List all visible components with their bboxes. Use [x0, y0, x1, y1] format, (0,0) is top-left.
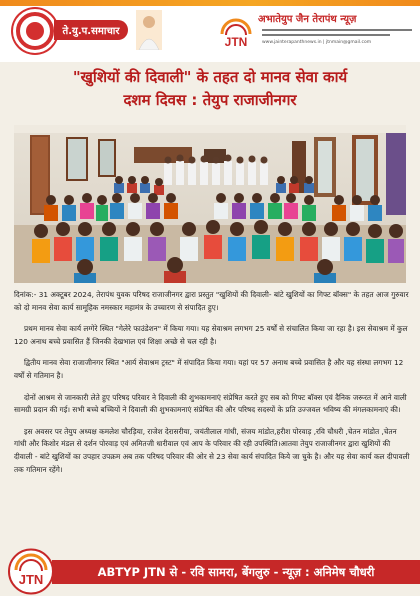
jtn-logo — [214, 18, 258, 48]
article-paragraph-2: प्रथम मानव सेवा कार्य लग्गेरे स्थित "गेलेरे फाउंडेशन" में किया गया। यह सेवाश्रम लगभग 25 वर्षों से संचालित किया जा रहा है। इस सेवाश्रम में कुल 120 अनाथ बच्चे प्रवासित हैं जिनकी देखभाल एवं शिक्षा अच्छे से चल रही है। — [14, 324, 408, 346]
sub-label: ते.यु.प.समाचार — [54, 20, 128, 40]
footer — [0, 547, 420, 596]
svg-text:JTN: JTN — [18, 572, 44, 587]
footer-credit: ABTYP JTN से - रवि सामरा, बेंगलुरु - न्यूज़ : अनिमेष चौधरी — [52, 560, 420, 584]
header-strip — [0, 0, 420, 6]
group-photo — [14, 125, 406, 283]
article-paragraph-5: इस अवसर पर तेयुप अध्यक्ष कमलेश चौरड़िया, राजेश देरासरीया, जयंतीलाल गांधी, संजय मांडोत,हरीश पोरवाड़ ,रवि चौधरी ,चेतन मांडोत ,चेतन गांधी और किशोर मंडल से दर्शन पोरवाड़ एवं अमितजी धारीवाल एवं आप के परिवार की रही उपस्थिति।आतवा तेयुप राजाजीनगर द्वारा खुशियों की दीवाली - बांटे खुशियों का उपहार उपक्रम अब तक परिषद परिवार की ओर से 23 सेवा कार्य संपादित किये जा चुके है। और यह सेवा कार्य कल दीपावली तक गतिमान रहेंगे। — [14, 426, 410, 474]
headline-line-2: दशम दिवस : तेयुप राजाजीनगर — [123, 91, 297, 109]
footer-jtn-logo — [7, 548, 55, 595]
article-paragraph-4: दोनों आश्रम से जानकारी लेते हुए परिषद परिवार ने दिवाली की शुभकामनाएं संप्रेषित करते हुए सब को गिफ्ट बॉक्स एवं दैनिक जरूरत में आने वाली सामग्री प्रदान की गई। सभी बच्चे बच्चियों ने दिवाली की शुभकामनाएं संप्रेषित की और परिषद सदस्यों के प्रति उज्जवल भविष्य की मंगलकामनाएं की। — [14, 392, 407, 415]
brand-website: www.jainterapanthnews.in | jtnmain@gmail.com — [262, 40, 372, 45]
saint-portrait — [136, 10, 162, 50]
svg-text:JTN: JTN — [224, 35, 248, 48]
brand-tagline — [262, 26, 412, 38]
header — [0, 0, 420, 62]
article-paragraph-3: द्वितीय मानव सेवा राजाजीनगर स्थित "आर्य सेवाश्रम ट्रस्ट" में संपादित किया गया। यहां पर 57 अनाथ बच्चे प्रवासित है और यह संस्था लगभग 12 वर्षों से गतिमान है। — [14, 358, 404, 380]
article-paragraph-1: दिनांक:- 31 अक्टूबर 2024, तेरापंथ युवक परिषद राजाजीनगर द्वारा प्रस्तुत "खुशियों की दिवाली- बांटे खुशियों का गिफ्ट बॉक्स" के तहत आज गुरुवार को दो मानव सेवा कार्य सामूहिक नमस्कार महामंत्र के उच्चारण से संपादित हुए। — [14, 290, 409, 312]
article-body — [14, 289, 410, 485]
brand-title: अभातेयुप जैन तेरापंथ न्यूज़ — [258, 14, 357, 25]
headline — [10, 66, 410, 112]
headline-line-1: "खुशियों की दिवाली" के तहत दो मानव सेवा कार्य — [72, 68, 348, 86]
seal-icon — [13, 9, 57, 53]
